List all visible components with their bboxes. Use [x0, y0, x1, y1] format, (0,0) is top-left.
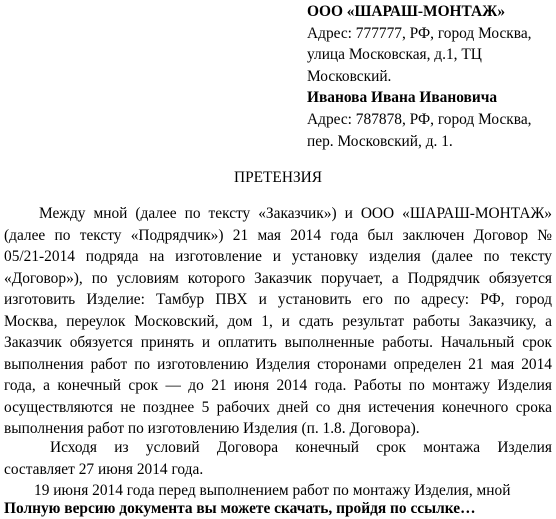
paragraph-line: выполнения работ по изготовлению Изделия (п. 1.8. Договора).: [4, 420, 420, 438]
paragraph-line: Заказчик обязуется принять и оплатить выполненные работы. Начальный срок: [4, 334, 552, 352]
paragraph-line: изготовить Изделие: Тамбур ПВХ и установить его по адресу: РФ, город: [4, 291, 552, 309]
document-title: ПРЕТЕНЗИЯ: [233, 169, 323, 186]
recipient-address-line: Адрес: 777777, РФ, город Москва,: [307, 24, 532, 42]
recipient-company: ООО «ШАРАШ-МОНТАЖ»: [307, 3, 506, 20]
address-header: [307, 1, 552, 152]
paragraph-line: 05/21-2014 подряда на изготовление и установку изделия (далее по тексту: [4, 248, 552, 266]
paragraph-line: года, а конечный срок — до 21 июня 2014 года. Работы по монтажу Изделия: [4, 377, 552, 395]
paragraph-line: Москва, переулок Московский, дом 1, и сдать результат работы Заказчику, а: [4, 312, 552, 330]
paragraph-line: выполнения работ по изготовлению Изделия сторонами определен 21 мая 2014: [4, 355, 552, 373]
sender-address-line: Адрес: 787878, РФ, город Москва,: [307, 110, 532, 128]
claim-paragraph-1: [4, 203, 552, 440]
recipient-address-line: Московский.: [307, 67, 392, 85]
paragraph-line: осуществляются не позднее 5 рабочих дней со дня истечения конечного срока: [4, 398, 552, 416]
claim-paragraph-2: [4, 437, 552, 480]
paragraph-line: составляет 27 июня 2014 года.: [4, 460, 204, 478]
sender-address-line: пер. Московский, д. 1.: [307, 132, 453, 150]
sender-name: Иванова Ивана Ивановича: [307, 89, 498, 107]
paragraph-line: 19 июня 2014 года перед выполнением работ по монтажу Изделия, мной: [34, 482, 511, 499]
paragraph-line: «Договор»), по условиям которого Заказчик поручает, а Подрядчик обязуется: [4, 269, 552, 287]
download-full-document-link[interactable]: Полную версию документа вы можете скачать, пройдя по ссылке…: [4, 500, 476, 517]
paragraph-line: Исходя из условий Договора конечный срок монтажа Изделия: [50, 439, 552, 456]
paragraph-line: Между мной (далее по тексту «Заказчик») и ООО «ШАРАШ-МОНТАЖ»: [39, 205, 552, 222]
paragraph-line: (далее по тексту «Подрядчик») 21 мая 2014 года был заключен Договор №: [4, 226, 552, 244]
recipient-address-line: улица Московская, д.1, ТЦ: [307, 46, 482, 64]
